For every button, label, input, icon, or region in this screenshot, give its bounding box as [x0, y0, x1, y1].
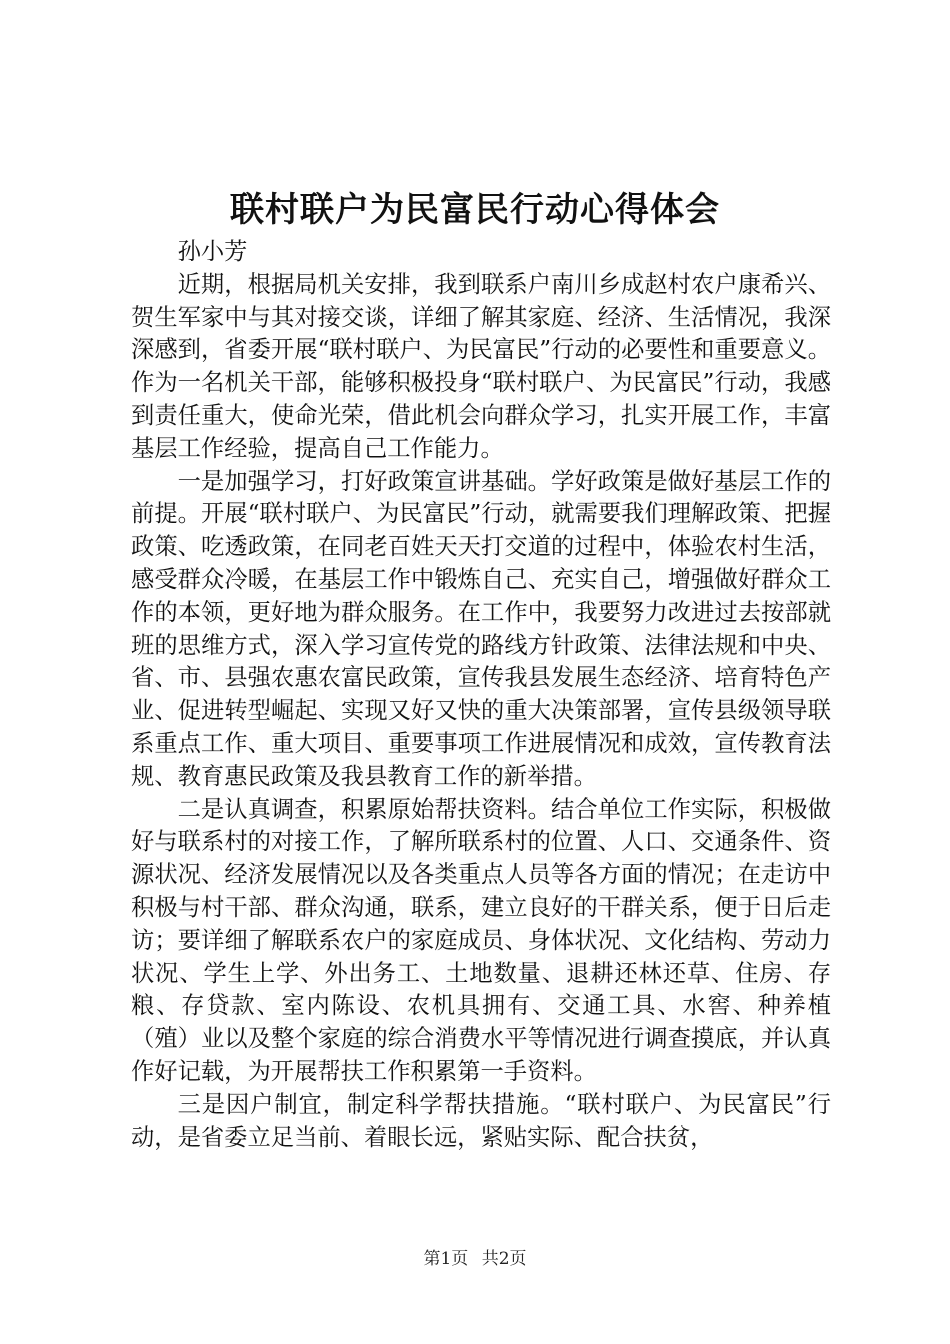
page-total: 共2页	[481, 1249, 527, 1269]
paragraph-point-three: 三是因户制宜，制定科学帮扶措施。“联村联户、为民富民”行动，是省委立足当前、着眼长远，紧贴实际、配合扶贫，	[131, 1090, 831, 1151]
document-body	[131, 236, 831, 1154]
author-name: 孙小芳	[177, 238, 248, 265]
page-footer	[0, 1244, 950, 1269]
paragraph-point-one: 一是加强学习，打好政策宣讲基础。学好政策是做好基层工作的前提。开展“联村联户、为民富民”行动，就需要我们理解政策、把握政策、吃透政策，在同老百姓天天打交道的过程中，体验农村生活，感受群众冷暖，在基层工作中锻炼自己、充实自己，增强做好群众工作的本领，更好地为群众服务。在工作中，我要努力改进过去按部就班的思维方式，深入学习宣传党的路线方针政策、法律法规和中央、省、市、县强农惠农富民政策，宣传我县发展生态经济、培育特色产业、促进转型崛起、实现又好又快的重大决策部署，宣传县级领导联系重点工作、重大项目、重要事项工作进展情况和成效，宣传教育法规、教育惠民政策及我县教育工作的新举措。	[131, 467, 831, 790]
paragraph-intro: 近期，根据局机关安排，我到联系户南川乡成赵村农户康希兴、贺生军家中与其对接交谈，详细了解其家庭、经济、生活情况，我深深感到，省委开展“联村联户、为民富民”行动的必要性和重要意义。作为一名机关干部，能够积极投身“联村联户、为民富民”行动，我感到责任重大，使命光荣，借此机会向群众学习，扎实开展工作，丰富基层工作经验，提高自己工作能力。	[131, 270, 831, 462]
document-title: 联村联户为民富民行动心得体会	[230, 190, 720, 230]
paragraph-point-two: 二是认真调查，积累原始帮扶资料。结合单位工作实际，积极做好与联系村的对接工作，了解所联系村的位置、人口、交通条件、资源状况、经济发展情况以及各类重点人员等各方面的情况；在走访中积极与村干部、群众沟通，联系，建立良好的干群关系，便于日后走访；要详细了解联系农户的家庭成员、身体状况、文化结构、劳动力状况、学生上学、外出务工、土地数量、退耕还林还草、住房、存粮、存贷款、室内陈设、农机具拥有、交通工具、水窖、种养植（殖）业以及整个家庭的综合消费水平等情况进行调查摸底，并认真作好记载，为开展帮扶工作积累第一手资料。	[131, 795, 831, 1085]
page-number: 第1页	[423, 1249, 469, 1269]
